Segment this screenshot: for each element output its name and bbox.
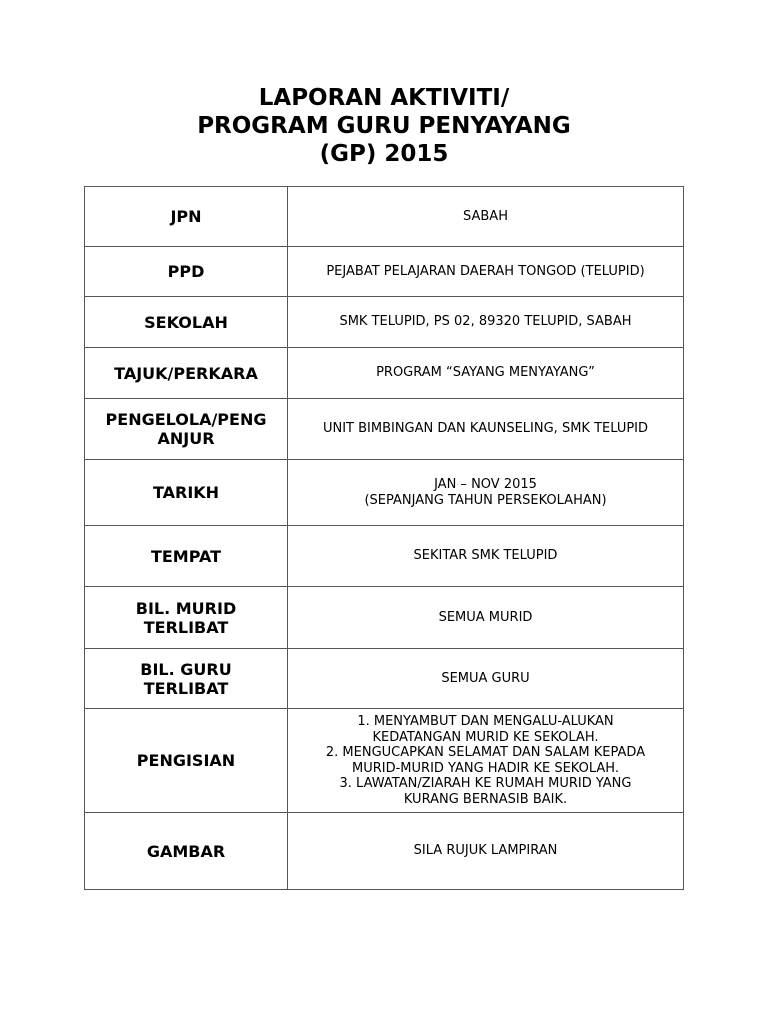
label-bil-murid-line-1: BIL. MURID: [135, 598, 237, 618]
list-item: [294, 714, 677, 745]
pengisian-item-3-line-2: KURANG BERNASIB BAIK.: [403, 791, 568, 807]
row-sekolah: [85, 297, 684, 348]
value-jpn: SABAH: [288, 187, 684, 247]
title-line-3: (GP) 2015: [319, 141, 449, 167]
label-bil-murid-line-2: TERLIBAT: [143, 617, 229, 637]
value-tajuk: PROGRAM “SAYANG MENYAYANG”: [288, 348, 684, 399]
row-tempat: [85, 526, 684, 587]
row-tarikh: [85, 460, 684, 526]
label-tajuk: TAJUK/PERKARA: [85, 348, 288, 399]
label-tempat: TEMPAT: [85, 526, 288, 587]
pengisian-list: [294, 714, 677, 807]
value-ppd: PEJABAT PELAJARAN DAERAH TONGOD (TELUPID): [288, 247, 684, 297]
value-pengelola: UNIT BIMBINGAN DAN KAUNSELING, SMK TELUPID: [288, 399, 684, 460]
row-tajuk: [85, 348, 684, 399]
row-gambar: [85, 813, 684, 890]
label-bil-guru-line-2: TERLIBAT: [143, 678, 229, 698]
pengisian-item-2-line-1: 2. MENGUCAPKAN SELAMAT DAN SALAM KEPADA: [325, 745, 646, 760]
label-bil-guru: [85, 649, 288, 709]
row-ppd: [85, 247, 684, 297]
label-pengisian: PENGISIAN: [85, 709, 288, 813]
label-pengelola: [85, 399, 288, 460]
pengisian-item-2-line-2: MURID-MURID YANG HADIR KE SEKOLAH.: [352, 760, 619, 776]
row-bil-murid: [85, 587, 684, 649]
label-ppd: PPD: [85, 247, 288, 297]
value-bil-murid: SEMUA MURID: [288, 587, 684, 649]
row-bil-guru: [85, 649, 684, 709]
label-sekolah: SEKOLAH: [85, 297, 288, 348]
label-jpn: JPN: [85, 187, 288, 247]
value-tarikh: [288, 460, 684, 526]
pengisian-item-3-line-1: 3. LAWATAN/ZIARAH KE RUMAH MURID YANG: [339, 776, 632, 791]
value-tarikh-line-1: JAN – NOV 2015: [434, 477, 537, 492]
value-bil-guru: SEMUA GURU: [288, 649, 684, 709]
row-pengelola: [85, 399, 684, 460]
report-table: [84, 186, 684, 890]
label-bil-murid: [85, 587, 288, 649]
label-bil-guru-line-1: BIL. GURU: [140, 659, 232, 679]
list-item: [294, 745, 677, 776]
pengisian-item-1-line-1: 1. MENYAMBUT DAN MENGALU-ALUKAN: [357, 714, 614, 729]
pengisian-item-1-line-2: KEDATANGAN MURID KE SEKOLAH.: [372, 729, 599, 745]
value-gambar: SILA RUJUK LAMPIRAN: [288, 813, 684, 890]
label-gambar: GAMBAR: [85, 813, 288, 890]
label-pengelola-line-1: PENGELOLA/PENG: [105, 410, 267, 429]
value-tempat: SEKITAR SMK TELUPID: [288, 526, 684, 587]
row-jpn: [85, 187, 684, 247]
label-pengelola-line-2: ANJUR: [157, 429, 215, 448]
value-pengisian: [288, 709, 684, 813]
value-sekolah: SMK TELUPID, PS 02, 89320 TELUPID, SABAH: [288, 297, 684, 348]
report-title: [0, 84, 768, 168]
row-pengisian: [85, 709, 684, 813]
label-tarikh: TARIKH: [85, 460, 288, 526]
title-line-1: LAPORAN AKTIVITI/: [258, 85, 510, 111]
value-tarikh-line-2: (SEPANJANG TAHUN PERSEKOLAHAN): [364, 492, 607, 508]
list-item: [294, 776, 677, 807]
title-line-2: PROGRAM GURU PENYAYANG: [197, 113, 571, 139]
